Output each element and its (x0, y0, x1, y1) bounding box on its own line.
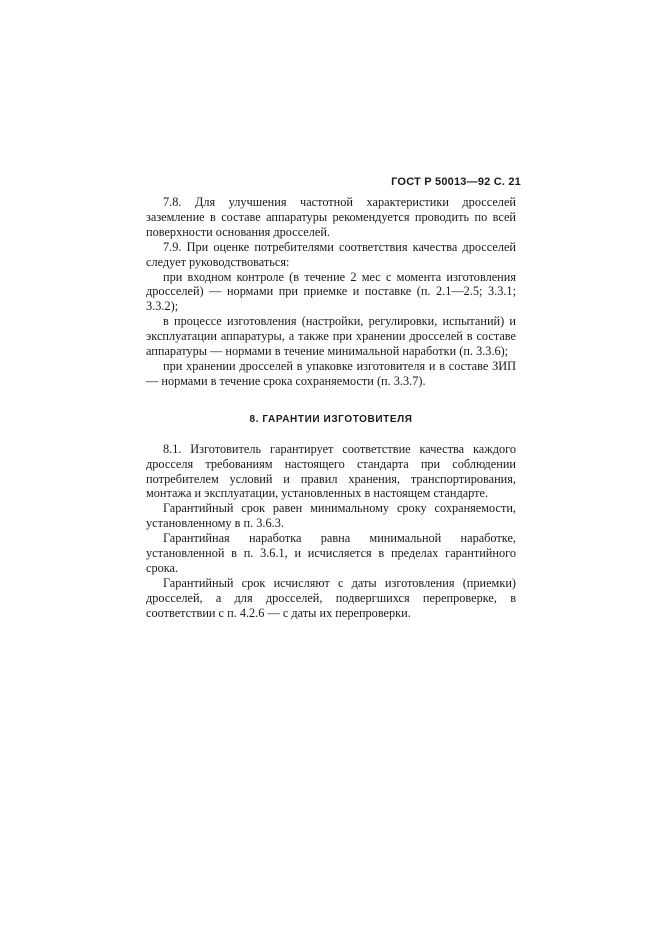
paragraph-warranty-operating-time: Гарантийная наработка равна минимальной наработке, установленной в п. 3.6.1, и исчисляется в пределах гарантийного срока. (146, 531, 516, 575)
section-title-manufacturer-warranty: 8. ГАРАНТИИ ИЗГОТОВИТЕЛЯ (249, 413, 413, 425)
paragraph-warranty-term: Гарантийный срок равен минимальному сроку сохраняемости, установленному в п. 3.6.3. (146, 501, 516, 531)
paragraph-storage: при хранении дросселей в упаковке изготовителя и в составе ЗИП — нормами в течение срока сохраняемости (п. 3.3.7). (146, 358, 516, 388)
paragraph-8-1: 8.1. Изготовитель гарантирует соответствие качества каждого дросселя требованиям настоящего стандарта при соблюдении потребителем условий и правил хранения, транспортирования, монтажа и эксплуатации, установленных в настоящем стандарте. (146, 441, 516, 501)
document-body (146, 195, 516, 621)
paragraph-warranty-start: Гарантийный срок исчисляют с даты изготовления (приемки) дросселей, а для дросселей, подвергшихся перепроверке, в соответствии с п. 4.2.6 — с даты их перепроверки. (146, 575, 516, 620)
paragraph-7-8: 7.8. Для улучшения частотной характеристики дросселей заземление в составе аппаратуры рекомендуется проводить по всей поверхности основания дросселей. (146, 195, 516, 239)
paragraph-input-control: при входном контроле (в течение 2 мес с момента изготовления дросселей) — нормами при приемке и поставке (п. 2.1—2.5; 3.3.1; 3.3.2); (146, 269, 516, 314)
page-header: ГОСТ Р 50013—92 С. 21 (391, 176, 521, 188)
paragraph-7-9: 7.9. При оценке потребителями соответствия качества дросселей следует руководствоваться: (146, 239, 516, 269)
paragraph-manufacturing-process: в процессе изготовления (настройки, регулировки, испытаний) и эксплуатации аппаратуры, а также при хранении дросселей в составе аппаратуры — нормами в течение минимальной наработки (п. 3.3.6); (146, 314, 516, 359)
